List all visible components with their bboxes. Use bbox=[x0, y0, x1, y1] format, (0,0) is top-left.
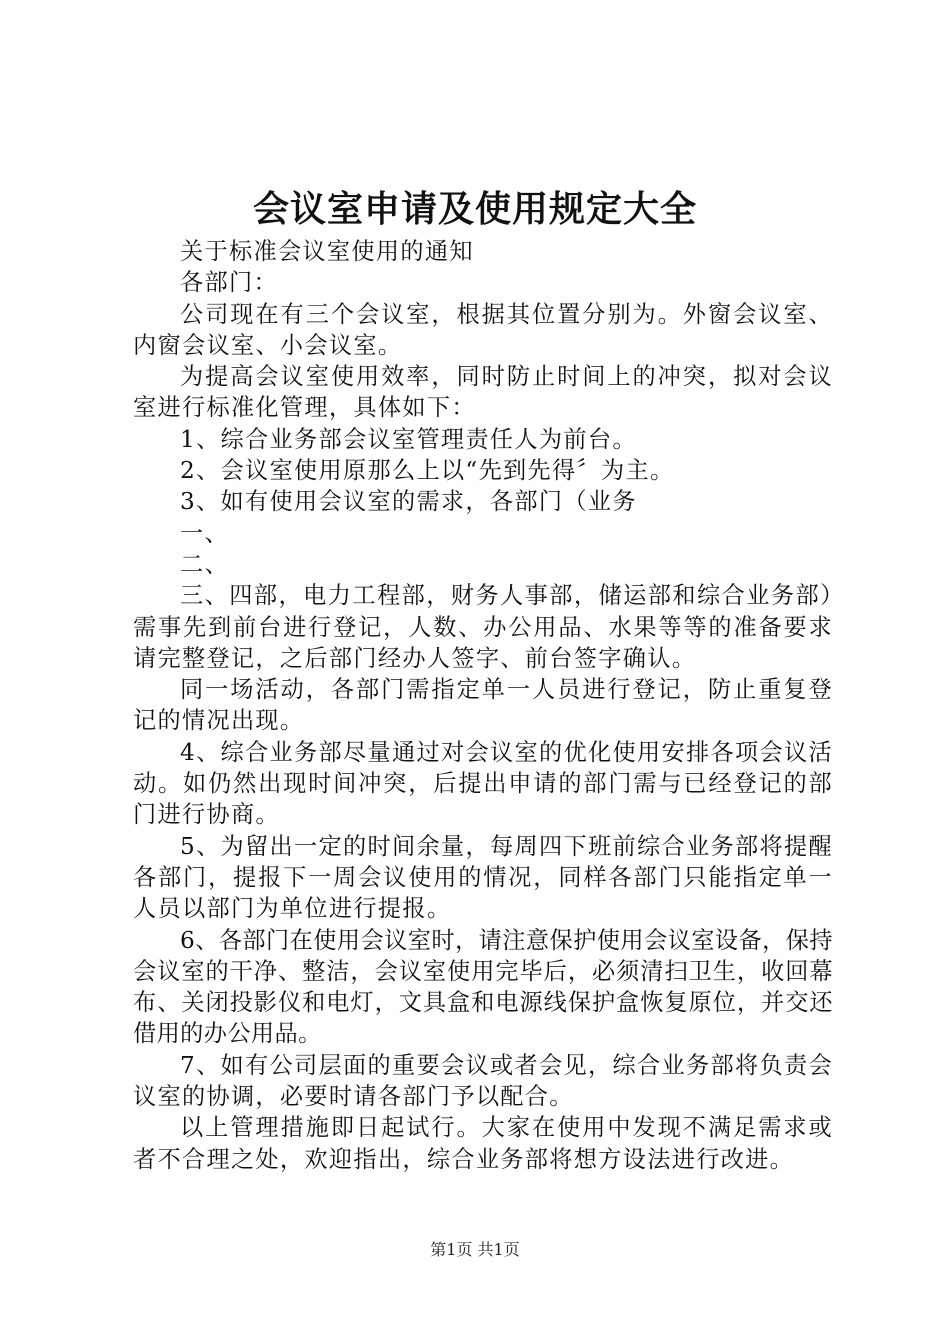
rule-3-continued: 三、四部，电力工程部，财务人事部，储运部和综合业务部）需事先到前台进行登记，人数、办公用品、水果等等的准备要求请完整登记，之后部门经办人签字、前台签字确认。 bbox=[133, 582, 833, 672]
rule-3: 3、如有使用会议室的需求，各部门（业务 bbox=[180, 488, 637, 516]
rule-2: 2、会议室使用原那么上以“先到先得〞为主。 bbox=[180, 457, 675, 485]
document-title: 会议室申请及使用规定大全 bbox=[252, 188, 697, 230]
rule-3-note: 同一场活动，各部门需指定单一人员进行登记，防止重复登记的情况出现。 bbox=[133, 676, 833, 735]
paragraph-intro: 公司现在有三个会议室，根据其位置分别为。外窗会议室、内窗会议室、小会议室。 bbox=[133, 300, 833, 359]
rule-5: 5、为留出一定的时间余量，每周四下班前综合业务部将提醒各部门，提报下一周会议使用的情况，同样各部门只能指定单一人员以部门为单位进行提报。 bbox=[133, 832, 833, 923]
page-footer: 第1页 共1页 bbox=[430, 1240, 520, 1259]
rule-1: 1、综合业务部会议室管理责任人为前台。 bbox=[180, 425, 637, 453]
rule-4: 4、综合业务部尽量通过对会议室的优化使用安排各项会议活动。如仍然出现时间冲突，后提出申请的部门需与已经登记的部门进行协商。 bbox=[133, 738, 833, 829]
paragraph-purpose: 为提高会议室使用效率，同时防止时间上的冲突，拟对会议室进行标准化管理，具体如下： bbox=[133, 363, 833, 422]
notice-heading: 关于标准会议室使用的通知 bbox=[180, 238, 474, 265]
rule-3-fragment-1: 一、 bbox=[180, 519, 229, 547]
rule-7: 7、如有公司层面的重要会议或者会见，综合业务部将负责会议室的协调，必要时请各部门予以配合。 bbox=[133, 1051, 833, 1111]
closing-paragraph: 以上管理措施即日起试行。大家在使用中发现不满足需求或者不合理之处，欢迎指出，综合业务部将想方设法进行改进。 bbox=[133, 1114, 833, 1173]
rule-6: 6、各部门在使用会议室时，请注意保护使用会议室设备，保持会议室的干净、整洁，会议室使用完毕后，必须清扫卫生，收回幕布、关闭投影仪和电灯，文具盒和电源线保护盒恢复原位，并交还借用的办公用品。 bbox=[133, 926, 833, 1048]
salutation: 各部门： bbox=[180, 269, 278, 297]
document-body bbox=[133, 236, 833, 1175]
rule-3-fragment-2: 二、 bbox=[180, 550, 229, 578]
